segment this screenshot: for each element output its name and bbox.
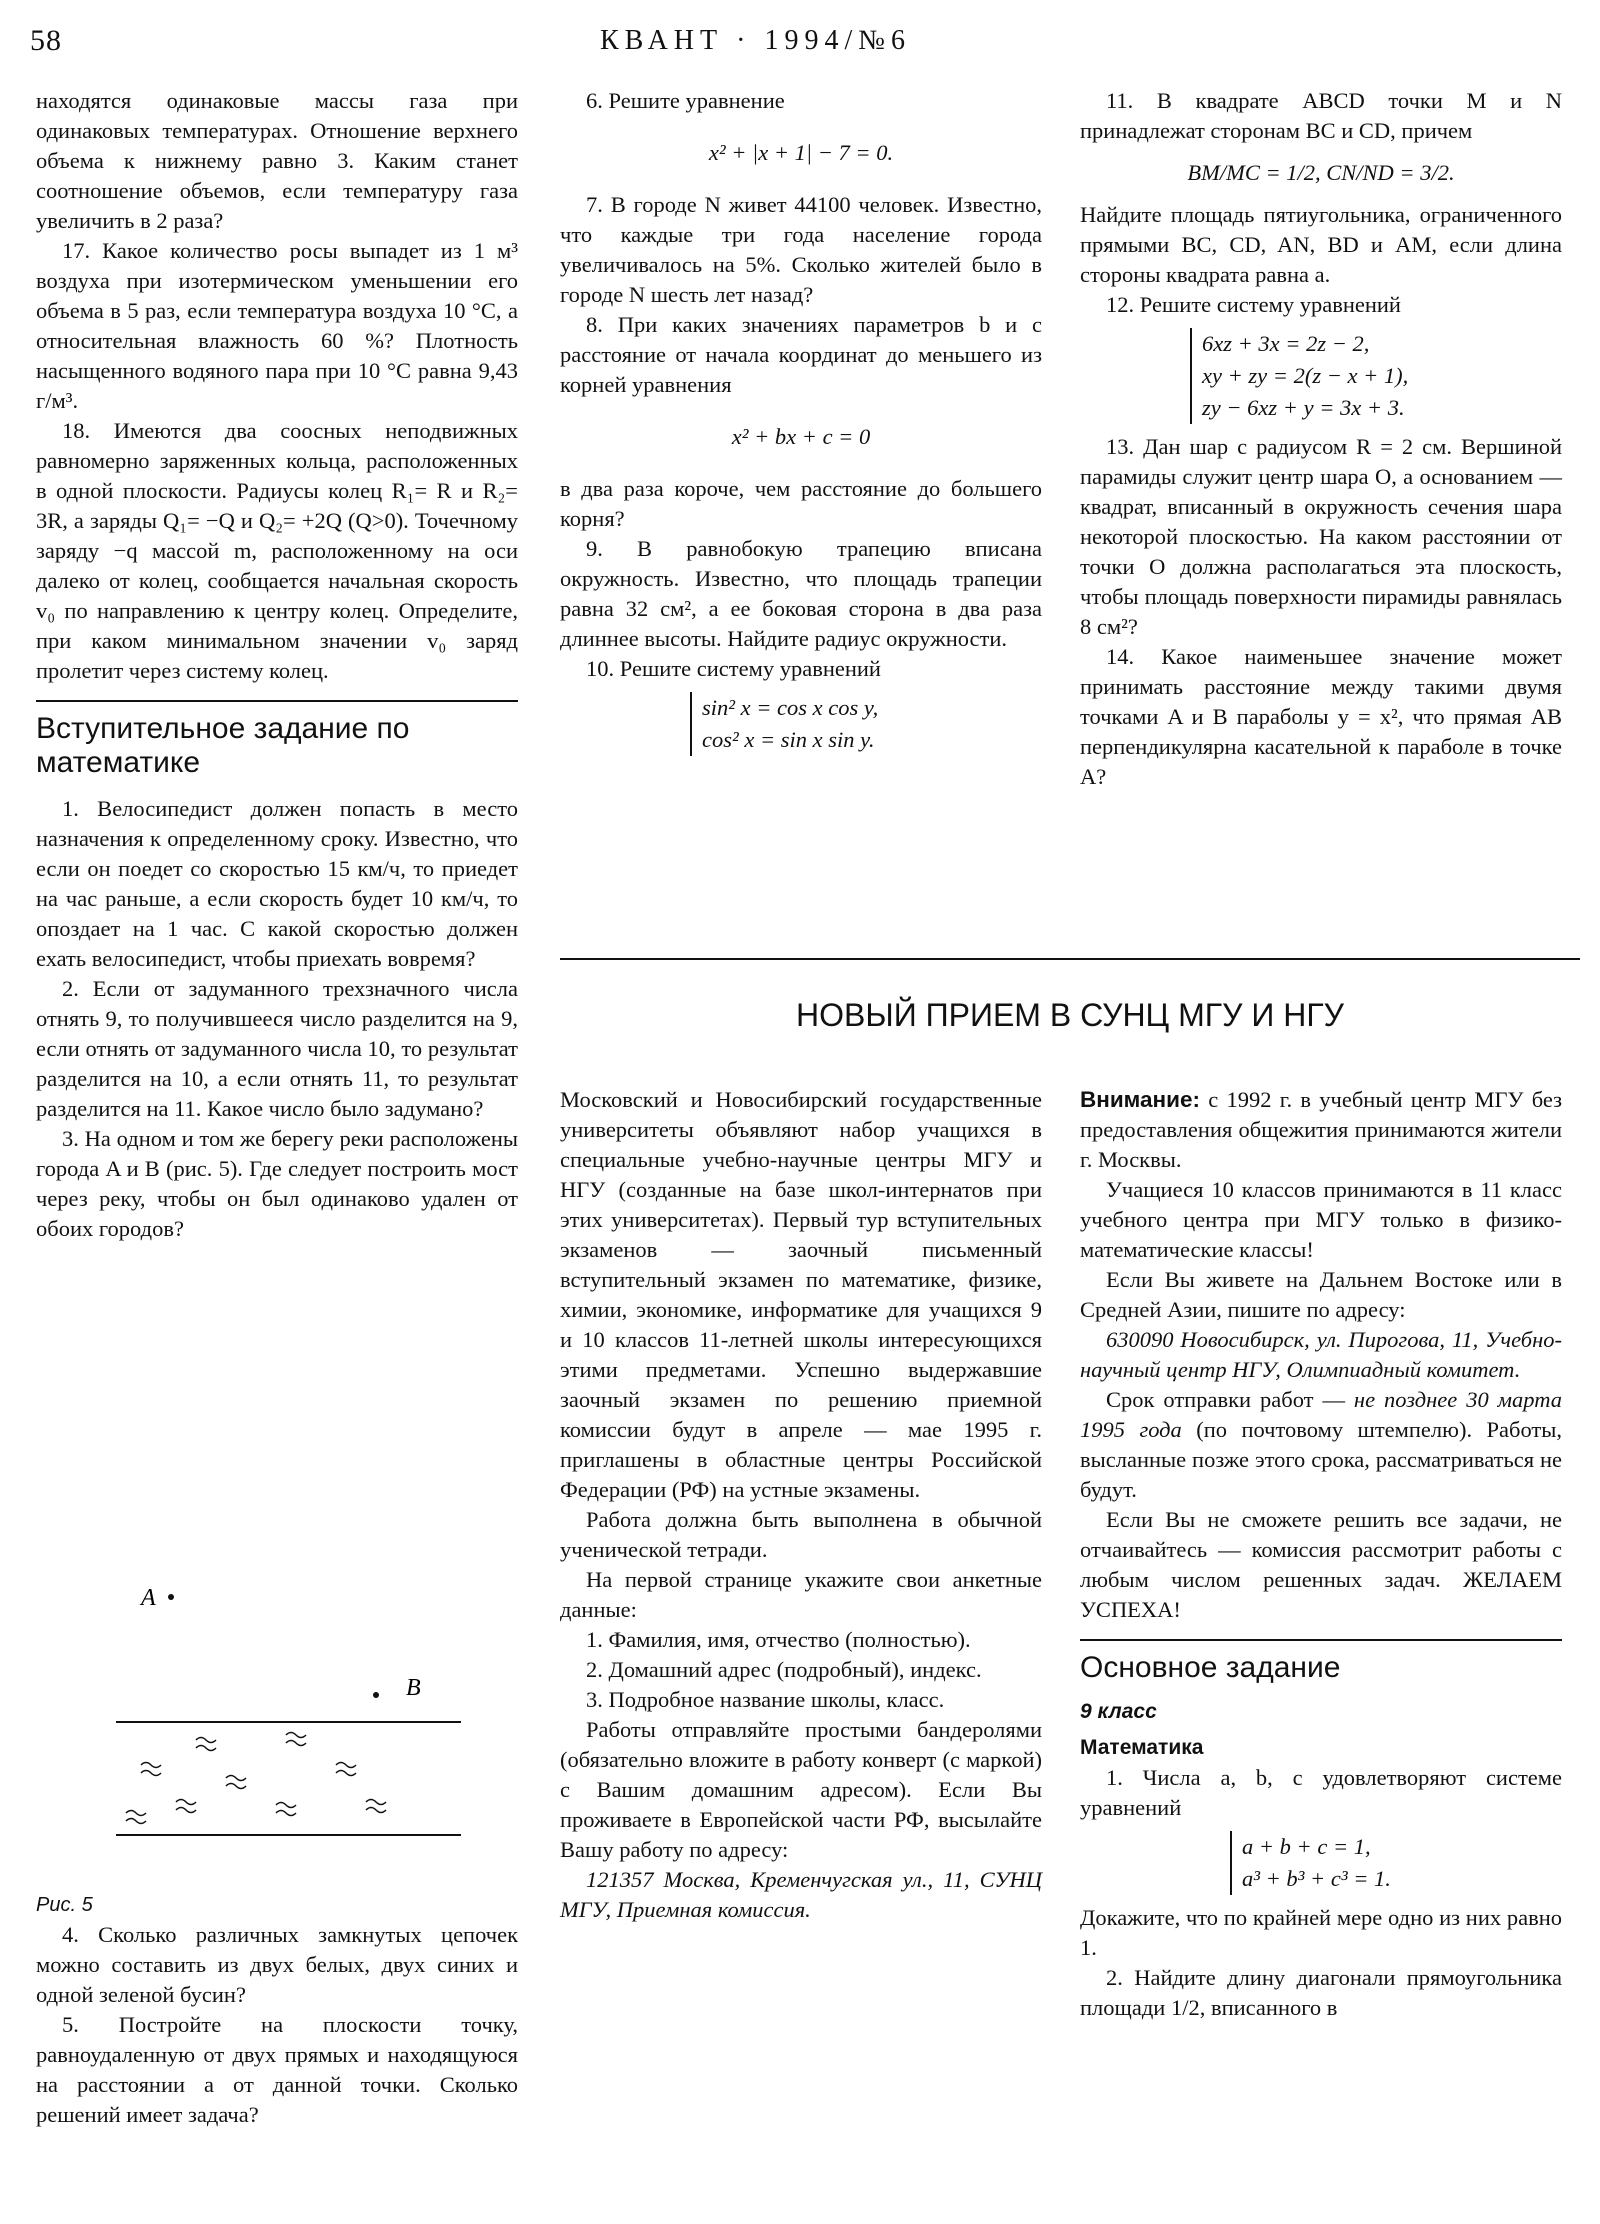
address-msu: 121357 Москва, Кременчугская ул., 11, СУНЦ МГУ, Приемная комиссия. [560, 1867, 1042, 1922]
math-problem-8-end: в два раза короче, чем расстояние до большего корня? [560, 476, 1042, 531]
main-problem-1: 1. Числа a, b, c удовлетворяют системе уравнений [1080, 1765, 1562, 1820]
math-problem-4: 4. Сколько различных замкнутых цепочек можно составить из двух белых, двух синих и одной зеленой бусин? [36, 1922, 518, 2007]
math-problem-10-system [690, 692, 1042, 756]
announcement-attention [1080, 1085, 1562, 1175]
river-waves [126, 1733, 386, 1824]
system-equation: a + b + c = 1, [1242, 1834, 1371, 1859]
announcement-item: 1. Фамилия, имя, отчество (полностью). [586, 1627, 971, 1652]
system-equation: xy + zy = 2(z − x + 1), [1202, 363, 1409, 388]
math-problem-11: 11. В квадрате ABCD точки M и N принадлежат сторонам BC и CD, причем [1080, 88, 1562, 143]
column-1-bottom [36, 1920, 518, 2130]
city-b-label: B [406, 1675, 421, 1701]
system-equation: 6xz + 3x = 2z − 2, [1202, 331, 1370, 356]
deadline-suffix: (по почтовому штемпелю). Работы, высланные позже этого срока, рассматриваться не будут. [1080, 1417, 1562, 1502]
deadline-prefix: Срок отправки работ — [1106, 1387, 1354, 1412]
physics-problem-17: 17. Какое количество росы выпадет из 1 м³ воздуха при изотермическом уменьшении его объема в 5 раз, если температура воздуха 10 °С, а относительная влажность 60 %? Плотность насыщенного водяного пара при 10 °С равна 9,43 г/м³. [36, 238, 518, 413]
page-number: 58 [30, 24, 62, 57]
math-problem-2: 2. Если от задуманного трехзначного числа отнять 9, то получившееся число разделится на 9, если отнять от задуманного числа 10, то результат разделится на 10, а если отнять 11, то результат разделится на 11. Какое число было задумано? [36, 976, 518, 1121]
math-problem-9: 9. В равнобокую трапецию вписана окружность. Известно, что площадь трапеции равна 32 см², а ее боковая сторона в два раза длиннее высоты. Найдите радиус окружности. [560, 536, 1042, 651]
city-a-point [168, 1594, 174, 1600]
math-problem-3: 3. На одном и том же берегу реки расположены города A и B (рис. 5). Где следует построить мост через реку, чтобы он был одинаково удален от обоих городов? [36, 1126, 518, 1241]
physics-problem-18: 18. Имеются два соосных неподвижных равномерно заряженных кольца, расположенных в одной плоскости. Радиусы колец R₁= R и R₂= 3R, а заряды Q₁= −Q и Q₂= +2Q (Q>0). Точечному заряду −q массой m, расположенному на оси далеко от колец, сообщается начальная скорость v₀ по направлению к центру колец. Определите, при каком минимальном значении v₀ заряд пролетит через систему колец. [36, 418, 518, 683]
math-problem-12: 12. Решите систему уравнений [1106, 292, 1401, 317]
column-1 [36, 86, 518, 1244]
math-problem-12-system [1190, 328, 1562, 424]
announcement-intro: Московский и Новосибирский государственные университеты объявляют набор учащихся в специальные учебно-научные центры МГУ и НГУ (созданные на базе школ-интернатов при этих университетах). Первый тур вступительных экзаменов — заочный письменный вступительный экзамен по математике, физике, химии, экономике, информатике для учащихся 9 и 10 классов 11-летней школы интересующихся этими предметами. Успешно выдержавшие заочный экзамен по решению приемной комиссии будут в апреле — мае 1995 г. приглашены в областные центры Российской Федерации (РФ) на устные экзамены. [560, 1087, 1042, 1502]
math-problem-8: 8. При каких значениях параметров b и c расстояние от начала координат до меньшего из корней уравнения [560, 312, 1042, 397]
announcement-item: 3. Подробное название школы, класс. [586, 1687, 945, 1712]
main-problem-2: 2. Найдите длину диагонали прямоугольника площади 1/2, вписанного в [1080, 1965, 1562, 2020]
math-problem-11-end: Найдите площадь пятиугольника, ограниченного прямыми BC, CD, AN, BD и AM, если длина стороны квадрата равна a. [1080, 202, 1562, 287]
math-problem-5: 5. Постройте на плоскости точку, равноудаленную от двух прямых и находящуюся на расстоянии a от данной точки. Сколько решений имеет задача? [36, 2012, 518, 2127]
announcement-rule [560, 958, 1580, 960]
math-problem-7: 7. В городе N живет 44100 человек. Известно, что каждые три года население города увеличивалось на 5%. Сколько жителей было в городе N шесть лет назад? [560, 192, 1042, 307]
figure-5 [36, 1570, 518, 1916]
grade-label: 9 класс [1080, 1700, 1157, 1723]
subject-label: Математика [1080, 1736, 1204, 1759]
system-equation: cos² x = sin x sin y. [702, 727, 875, 752]
math-problem-11-formula: BM/MC = 1/2, CN/ND = 3/2. [1187, 160, 1455, 185]
announcement-column-right [1080, 1085, 1562, 2023]
figure-caption: Рис. 5 [36, 1894, 93, 1916]
physics-problem-16-end: находятся одинаковые массы газа при одинаковых температурах. Отношение верхнего объема к нижнему равно 3. Каким станет соотношение объемов, если температуру газа увеличить в 2 раза? [36, 88, 518, 233]
math-problem-8-formula: x² + bx + c = 0 [731, 424, 871, 449]
announcement-notebook: Работа должна быть выполнена в обычной ученической тетради. [560, 1507, 1042, 1562]
announcement-first-page: На первой странице укажите свои анкетные данные: [560, 1567, 1042, 1622]
announcement-send: Работы отправляйте простыми бандеролями (обязательно вложите в работу конверт (с маркой) с Вашим домашним адресом). Если Вы проживаете в Европейской части РФ, высылайте Вашу работу по адресу: [560, 1717, 1042, 1862]
announcement-deadline [1080, 1385, 1562, 1505]
system-equation: sin² x = cos x cos y, [702, 695, 879, 720]
announcement-column-left [560, 1085, 1042, 1925]
deadline-date: не позднее 30 марта 1995 года [1080, 1387, 1562, 1442]
announcement-item: 2. Домашний адрес (подробный), индекс. [586, 1657, 982, 1682]
city-a-label: A [141, 1585, 156, 1611]
system-equation: zy − 6xz + y = 3x + 3. [1202, 395, 1405, 420]
main-problem-1-system [1230, 1831, 1562, 1895]
math-problem-6: 6. Решите уравнение [586, 88, 785, 113]
attention-label: Внимание: [1080, 1087, 1200, 1112]
system-equation: a³ + b³ + c³ = 1. [1242, 1866, 1391, 1891]
announcement-title: НОВЫЙ ПРИЕМ В СУНЦ МГУ И НГУ [796, 997, 1344, 1033]
column-2 [560, 86, 1042, 764]
address-nsu: 630090 Новосибирск, ул. Пирогова, 11, Учебно-научный центр НГУ, Олимпиадный комитет. [1080, 1327, 1562, 1382]
math-problem-10: 10. Решите систему уравнений [586, 656, 881, 681]
announcement-far-east: Если Вы живете на Дальнем Востоке или в Средней Азии, пишите по адресу: [1080, 1267, 1562, 1322]
math-problem-1: 1. Велосипедист должен попасть в место назначения к определенному сроку. Известно, что если он поедет со скоростью 15 км/ч, то приедет на час раньше, а если скорость будет 10 км/ч, то опоздает на 1 час. С какой скоростью должен ехать велосипедист, чтобы приехать вовремя? [36, 796, 518, 971]
journal-header: КВАНТ · 1994/№6 [600, 25, 911, 56]
section-title-main-task: Основное задание [1080, 1639, 1562, 1685]
math-problem-13: 13. Дан шар с радиусом R = 2 см. Вершиной парамиды служит центр шара O, а основанием — квадрат, вписанный в окружность сечения шара некоторой плоскостью. На каком расстоянии от точки O должна располагаться эта плоскость, чтобы площадь поверхности пирамиды равнялась 8 см²? [1080, 434, 1562, 639]
city-b-point [373, 1692, 379, 1698]
section-title-entrance-math: Вступительное задание по математике [36, 700, 518, 780]
announcement-closing: Если Вы не сможете решить все задачи, не отчаивайтесь — комиссия рассмотрит работы с любым числом решенных задач. ЖЕЛАЕМ УСПЕХА! [1080, 1507, 1562, 1622]
math-problem-6-formula: x² + |x + 1| − 7 = 0. [708, 140, 894, 165]
river-diagram [36, 1570, 518, 1890]
announcement-grade-10: Учащиеся 10 классов принимаются в 11 класс учебного центра при МГУ только в физико-математические классы! [1080, 1177, 1562, 1262]
main-problem-1-end: Докажите, что по крайней мере одно из них равно 1. [1080, 1905, 1562, 1960]
attention-text: с 1992 г. в учебный центр МГУ без предоставления общежития принимаются жители г. Москвы. [1080, 1087, 1562, 1172]
math-problem-14: 14. Какое наименьшее значение может принимать расстояние между такими двумя точками A и B параболы y = x², что прямая AB перпендикулярна касательной к параболе в точке A? [1080, 644, 1562, 789]
column-3 [1080, 86, 1562, 792]
